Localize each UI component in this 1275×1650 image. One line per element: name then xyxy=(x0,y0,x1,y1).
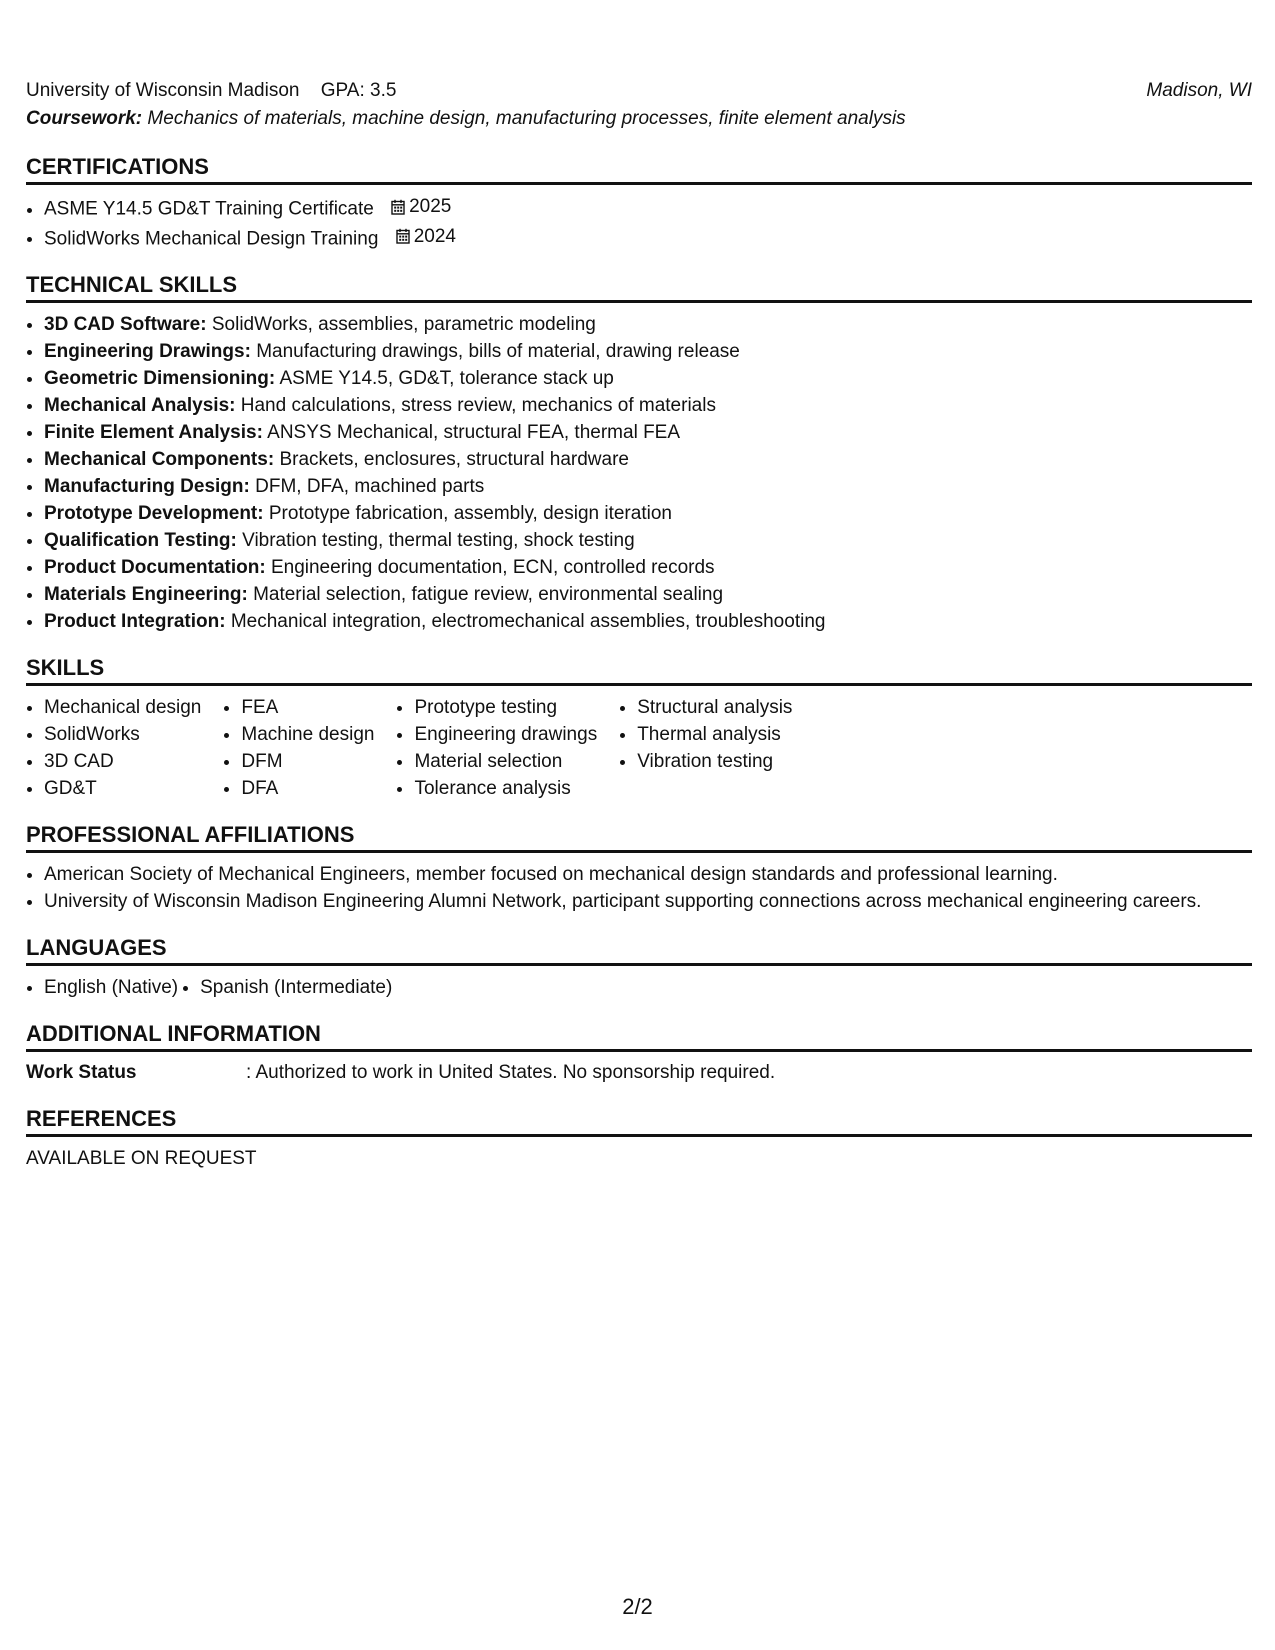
skills-title: SKILLS xyxy=(26,655,1252,686)
affiliations-section xyxy=(26,822,1252,915)
list-item: • Prototype testing xyxy=(414,694,597,721)
cert-name: ASME Y14.5 GD&T Training Certificate xyxy=(44,198,374,220)
list-item: • DFM xyxy=(241,748,374,775)
list-item: • Spanish (Intermediate) xyxy=(200,974,392,1001)
list-item xyxy=(44,392,1252,419)
skill-label: Manufacturing Design: xyxy=(44,476,250,497)
skill-text: Material selection, fatigue review, environmental sealing xyxy=(253,584,724,605)
list-item: • SolidWorks xyxy=(44,721,201,748)
skills-section xyxy=(26,655,1252,802)
affiliations-title: PROFESSIONAL AFFILIATIONS xyxy=(26,822,1252,853)
list-item xyxy=(44,193,1252,223)
list-item: • Mechanical design xyxy=(44,694,201,721)
coursework-label: Coursework: xyxy=(26,108,143,129)
list-item: • Tolerance analysis xyxy=(414,775,597,802)
skill-label: Mechanical Analysis: xyxy=(44,395,236,416)
list-item xyxy=(44,608,1252,635)
skills-grid xyxy=(26,694,1252,802)
references-text: AVAILABLE ON REQUEST xyxy=(26,1148,257,1169)
skill-label: 3D CAD Software: xyxy=(44,314,207,335)
certifications-title: CERTIFICATIONS xyxy=(26,154,1252,185)
work-status-value: : Authorized to work in United States. No sponsorship required. xyxy=(246,1062,776,1083)
technical-skills-title: TECHNICAL SKILLS xyxy=(26,272,1252,303)
skill-text: Manufacturing drawings, bills of material, drawing release xyxy=(256,341,740,362)
technical-skills-section xyxy=(26,272,1252,635)
skills-column xyxy=(223,694,374,802)
calendar-icon xyxy=(391,199,405,215)
skill-label: Prototype Development: xyxy=(44,503,264,524)
cert-name: SolidWorks Mechanical Design Training xyxy=(44,228,379,249)
list-item: • Material selection xyxy=(414,748,597,775)
work-status-row xyxy=(26,1060,1252,1086)
list-item: • 3D CAD xyxy=(44,748,201,775)
list-item: • American Society of Mechanical Engineers, member focused on mechanical design standards and professional learning. xyxy=(44,861,1252,888)
list-item xyxy=(44,419,1252,446)
skill-text: ANSYS Mechanical, structural FEA, thermal FEA xyxy=(267,422,681,443)
education-left xyxy=(26,78,412,104)
cert-date xyxy=(396,223,456,250)
cert-year: 2024 xyxy=(413,225,456,247)
calendar-icon xyxy=(396,228,410,244)
skill-text: Engineering documentation, ECN, controlled records xyxy=(270,557,715,578)
list-item xyxy=(44,311,1252,338)
list-item: • Structural analysis xyxy=(637,694,792,721)
skill-label: Product Integration: xyxy=(44,611,226,632)
skill-text: DFM, DFA, machined parts xyxy=(255,476,485,497)
list-item: • GD&T xyxy=(44,775,201,802)
gpa: GPA: 3.5 xyxy=(320,80,397,101)
skills-column xyxy=(396,694,597,802)
list-item: • University of Wisconsin Madison Engineering Alumni Network, participant supporting connections across mechanical engineering careers. xyxy=(44,888,1252,915)
skills-column xyxy=(26,694,201,802)
skill-text: Prototype fabrication, assembly, design iteration xyxy=(268,503,672,524)
languages-section xyxy=(26,935,1252,1001)
list-item xyxy=(44,365,1252,392)
skill-label: Materials Engineering: xyxy=(44,584,248,605)
education-location: Madison, WI xyxy=(1146,80,1252,101)
list-item xyxy=(44,581,1252,608)
work-status-label: Work Status xyxy=(26,1062,137,1083)
education-row xyxy=(26,78,1252,104)
list-item: • Engineering drawings xyxy=(414,721,597,748)
school-name: University of Wisconsin Madison xyxy=(26,80,300,101)
languages-title: LANGUAGES xyxy=(26,935,1252,966)
list-item xyxy=(44,500,1252,527)
affiliations-list xyxy=(26,861,1252,915)
list-item xyxy=(44,554,1252,581)
cert-year: 2025 xyxy=(409,196,452,217)
additional-section xyxy=(26,1021,1252,1086)
list-item: • DFA xyxy=(241,775,374,802)
skill-text: SolidWorks, assemblies, parametric modeling xyxy=(211,314,596,335)
skill-label: Qualification Testing: xyxy=(44,530,237,551)
skill-text: Vibration testing, thermal testing, shock testing xyxy=(242,530,635,551)
list-item: • FEA xyxy=(241,694,374,721)
references-section xyxy=(26,1106,1252,1173)
skills-column xyxy=(619,694,792,802)
skill-label: Finite Element Analysis: xyxy=(44,422,263,443)
coursework-text: Mechanics of materials, machine design, manufacturing processes, finite element analysis xyxy=(147,108,906,129)
list-item xyxy=(44,473,1252,500)
list-item: • Thermal analysis xyxy=(637,721,792,748)
coursework xyxy=(26,104,1252,134)
list-item xyxy=(44,527,1252,554)
list-item: • Machine design xyxy=(241,721,374,748)
list-item xyxy=(44,446,1252,473)
list-item xyxy=(44,338,1252,365)
skill-text: Hand calculations, stress review, mechanics of materials xyxy=(240,395,716,416)
technical-skills-list xyxy=(26,311,1252,635)
certifications-list xyxy=(26,193,1252,252)
additional-title: ADDITIONAL INFORMATION xyxy=(26,1021,1252,1052)
list-item xyxy=(44,223,1252,253)
certifications-section xyxy=(26,154,1252,252)
references-title: REFERENCES xyxy=(26,1106,1252,1137)
skill-label: Product Documentation: xyxy=(44,557,266,578)
skill-text: ASME Y14.5, GD&T, tolerance stack up xyxy=(279,368,614,389)
resume-page xyxy=(26,78,1252,1173)
skill-text: Mechanical integration, electromechanical assemblies, troubleshooting xyxy=(230,611,826,632)
page-number: 2/2 xyxy=(622,1594,653,1619)
list-item: • English (Native) xyxy=(44,974,178,1001)
cert-date xyxy=(391,193,451,220)
list-item: • Vibration testing xyxy=(637,748,792,775)
skill-text: Brackets, enclosures, structural hardware xyxy=(279,449,629,470)
skill-label: Engineering Drawings: xyxy=(44,341,251,362)
languages-list xyxy=(26,974,1252,1001)
skill-label: Mechanical Components: xyxy=(44,449,275,470)
skill-label: Geometric Dimensioning: xyxy=(44,368,276,389)
